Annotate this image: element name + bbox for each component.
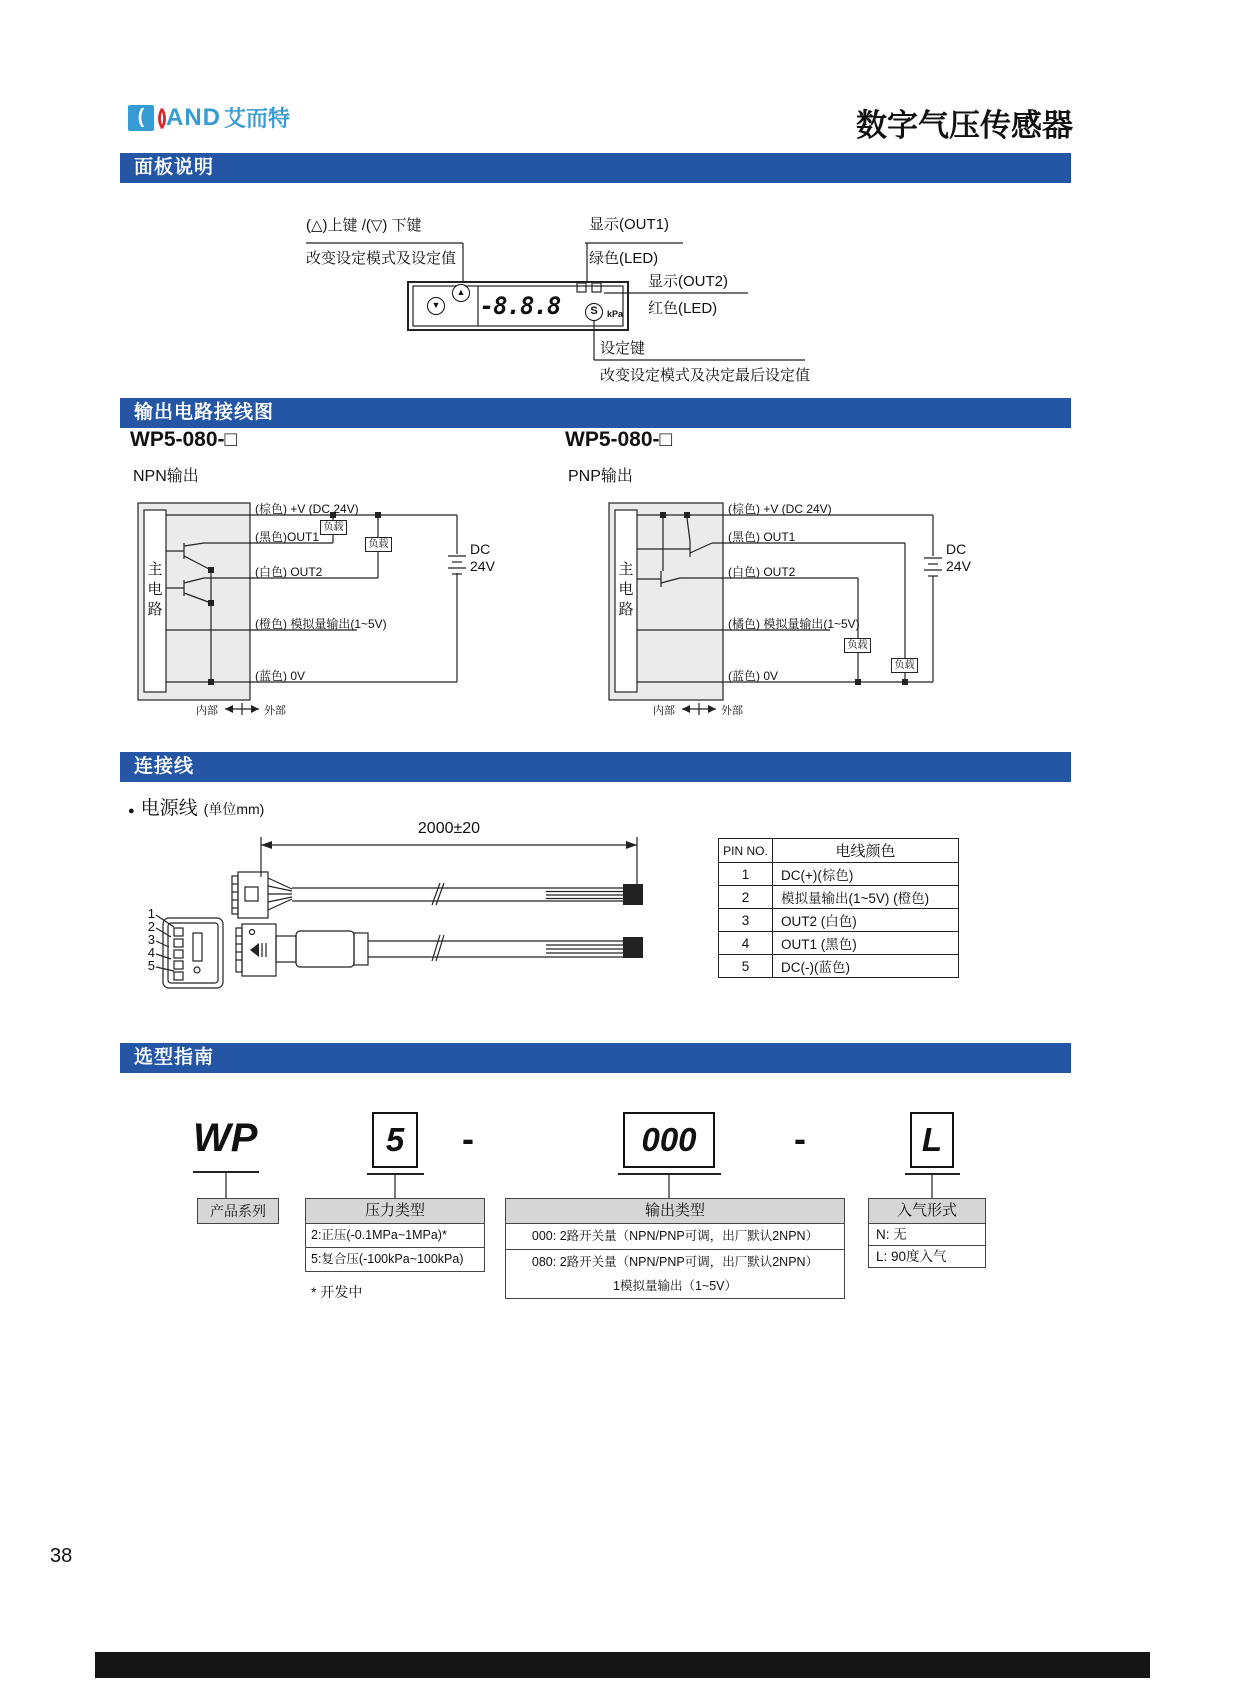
pnp-main-circuit-label: 主电路 <box>618 561 634 618</box>
npn-wire-black: (黑色)OUT1 <box>255 530 319 544</box>
pin-number-5: 5 <box>147 958 155 973</box>
series-group-label: 产品系列 <box>197 1198 279 1224</box>
pressure-display: -8.8.8 <box>479 292 561 320</box>
output-option-080 <box>505 1249 845 1299</box>
up-button-icon: ▲ <box>452 284 470 302</box>
pnp-wire-blue: (蓝色) 0V <box>728 669 779 683</box>
cable-unit: (单位mm) <box>203 801 265 817</box>
cable-drawing-linework <box>156 837 643 988</box>
pin-cell: 4 <box>719 932 773 955</box>
pnp-wire-white: (白色) OUT2 <box>728 565 796 579</box>
set-button-icon: S <box>585 303 603 321</box>
table-row <box>719 886 959 909</box>
npn-outside-label: 外部 <box>264 705 286 717</box>
npn-supply-24v: 24V <box>470 558 495 574</box>
pnp-wire-orange: (橘色) 模拟量输出(1~5V) <box>728 617 860 631</box>
output-option-000: 000: 2路开关量（NPN/PNP可调，出厂默认2NPN） <box>505 1223 845 1250</box>
pressure-group-title: 压力类型 <box>305 1198 485 1224</box>
pnp-wire-black: (黑色) OUT1 <box>728 530 796 544</box>
npn-inside-label: 内部 <box>196 705 218 717</box>
code-dash-1: - <box>462 1118 474 1159</box>
color-cell: 模拟量输出(1~5V) (橙色) <box>773 886 959 909</box>
out2-led-label: 红色(LED) <box>648 300 718 317</box>
intake-option-n: N: 无 <box>868 1223 986 1246</box>
npn-load2-box: 负载 <box>365 537 392 552</box>
out1-led-label: 绿色(LED) <box>589 250 659 267</box>
table-row <box>719 863 959 886</box>
display-unit: kPa <box>607 309 624 319</box>
pin-number-2: 2 <box>147 919 155 934</box>
code-output-box: 000 <box>623 1112 715 1168</box>
pnp-outside-label: 外部 <box>721 705 743 717</box>
page-number: 38 <box>50 1545 73 1567</box>
color-cell: DC(-)(蓝色) <box>773 955 959 978</box>
output-option-080-line1: 080: 2路开关量（NPN/PNP可调，出厂默认2NPN） <box>531 1255 819 1269</box>
pnp-model-heading: WP5-080-□ <box>565 428 673 451</box>
out2-label: 显示(OUT2) <box>648 273 728 290</box>
updown-key-desc: 改变设定模式及设定值 <box>306 250 457 267</box>
logo-mark-icon: ( <box>128 105 154 131</box>
pin-number-3: 3 <box>147 932 155 947</box>
selection-linework <box>193 1172 960 1198</box>
npn-supply-dc: DC <box>470 541 491 557</box>
wire-color-header: 电线颜色 <box>773 839 959 863</box>
pin-cell: 1 <box>719 863 773 886</box>
code-intake-box: L <box>910 1112 954 1168</box>
npn-load1-box: 负载 <box>320 520 347 535</box>
pnp-supply-24v: 24V <box>946 558 971 574</box>
cable-subtitle-row <box>128 793 264 820</box>
npn-main-circuit-label: 主电路 <box>147 561 163 618</box>
npn-wire-brown: (棕色) +V (DC 24V) <box>255 502 359 516</box>
section-banner-wiring: 输出电路接线图 <box>120 398 1071 428</box>
pressure-note: * 开发中 <box>311 1284 363 1300</box>
pnp-type-label: PNP输出 <box>568 468 633 485</box>
pin-number-1: 1 <box>147 906 155 921</box>
set-key-desc: 改变设定模式及决定最后设定值 <box>600 367 811 384</box>
bullet-icon: ● <box>128 805 135 817</box>
pnp-wire-brown: (棕色) +V (DC 24V) <box>728 502 832 516</box>
output-group-title: 输出类型 <box>505 1198 845 1224</box>
section-banner-cable: 连接线 <box>120 752 1071 782</box>
pin-color-table <box>718 838 959 978</box>
set-key-label: 设定键 <box>600 340 646 357</box>
code-series: WP <box>193 1116 258 1160</box>
pin-cell: 3 <box>719 909 773 932</box>
table-row <box>719 909 959 932</box>
npn-model-heading: WP5-080-□ <box>130 428 238 451</box>
brand-logo <box>128 102 290 133</box>
output-option-080-line2: 1模拟量输出（1~5V） <box>613 1279 737 1293</box>
logo-text-cn: 艾而特 <box>224 106 291 131</box>
section-banner-panel: 面板说明 <box>120 153 1071 183</box>
color-cell: DC(+)(棕色) <box>773 863 959 886</box>
intake-group-title: 入气形式 <box>868 1198 986 1224</box>
pnp-load2-box: 负载 <box>891 658 918 673</box>
pnp-inside-label: 内部 <box>653 705 675 717</box>
npn-type-label: NPN输出 <box>133 468 199 485</box>
pnp-load1-box: 负载 <box>844 638 871 653</box>
down-button-icon: ▼ <box>427 297 445 315</box>
footer-bar <box>95 1652 1150 1678</box>
npn-wire-white: (白色) OUT2 <box>255 565 323 579</box>
color-cell: OUT1 (黑色) <box>773 932 959 955</box>
updown-key-label: (△)上键 /(▽) 下键 <box>306 217 422 234</box>
pin-cell: 5 <box>719 955 773 978</box>
pressure-option-5: 5:复合压(-100kPa~100kPa) <box>305 1247 485 1272</box>
code-dash-2: - <box>794 1118 806 1159</box>
table-row <box>719 932 959 955</box>
pnp-supply-dc: DC <box>946 541 967 557</box>
logo-text-en: AND <box>166 103 221 131</box>
pin-cell: 2 <box>719 886 773 909</box>
table-row <box>719 955 959 978</box>
code-pressure-box: 5 <box>372 1112 418 1168</box>
table-header-row <box>719 839 959 863</box>
page-title: 数字气压传感器 <box>856 108 1073 143</box>
out1-label: 显示(OUT1) <box>589 216 669 233</box>
color-cell: OUT2 (白色) <box>773 909 959 932</box>
npn-wire-orange: (橙色) 模拟量输出(1~5V) <box>255 617 387 631</box>
npn-wire-blue: (蓝色) 0V <box>255 669 306 683</box>
cable-subtitle: 电源线 <box>140 798 198 819</box>
cable-dimension: 2000±20 <box>417 820 481 837</box>
section-banner-selection: 选型指南 <box>120 1043 1071 1073</box>
pressure-option-2: 2:正压(-0.1MPa~1MPa)* <box>305 1223 485 1248</box>
intake-option-l: L: 90度入气 <box>868 1245 986 1268</box>
pin-no-header: PIN NO. <box>719 839 773 863</box>
pin-number-4: 4 <box>147 945 155 960</box>
logo-paren-icon: () <box>157 105 163 129</box>
